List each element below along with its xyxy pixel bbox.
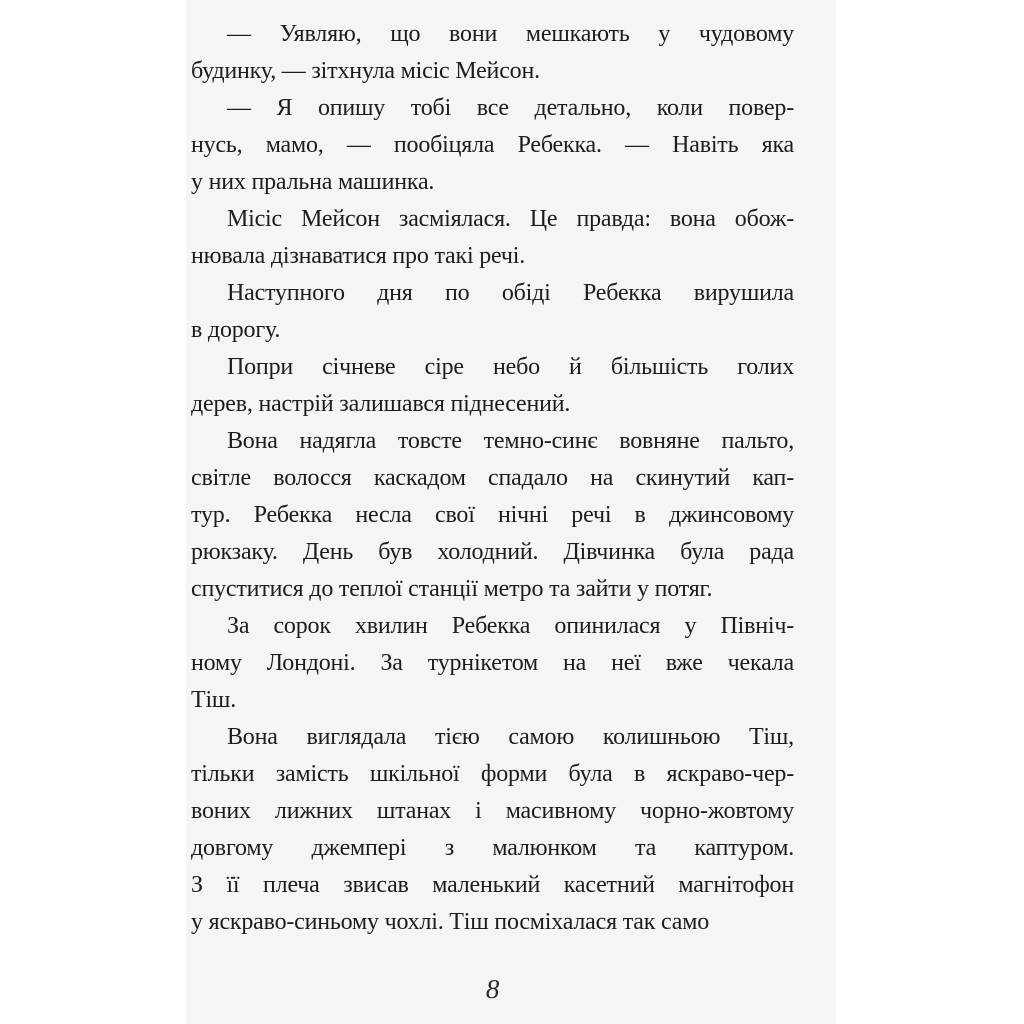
paragraph [191, 423, 794, 608]
text-block [191, 0, 794, 1008]
text-line: Тіш. [191, 687, 237, 713]
paragraphs-container [191, 16, 794, 941]
text-line: нусь, мамо, — пообіцяла Ребекка. — Навіть яка [191, 132, 794, 158]
paragraph [191, 719, 794, 941]
paragraph [191, 16, 794, 90]
paragraph [191, 608, 794, 719]
text-line: тільки замість шкільної форми була в яскраво-чер- [191, 761, 794, 787]
paragraph [191, 349, 794, 423]
text-line: — Уявляю, що вони мешкають у чудовому [227, 21, 794, 47]
text-line: Попри січневе сіре небо й більшість голих [227, 354, 794, 380]
text-line: рюкзаку. День був холодний. Дівчинка була рада [191, 539, 794, 565]
text-line: — Я опишу тобі все детально, коли повер- [227, 95, 794, 121]
book-page [186, 0, 836, 1024]
text-line: дерев, настрій залишався піднесений. [191, 391, 571, 417]
text-line: в дорогу. [191, 317, 281, 343]
paragraph [191, 275, 794, 349]
text-line: Вона надягла товсте темно-синє вовняне пальто, [227, 428, 794, 454]
text-line: у них пральна машинка. [191, 169, 435, 195]
page-number: 8 [485, 974, 500, 1004]
text-line: Місіс Мейсон засміялася. Це правда: вона обож- [227, 206, 794, 232]
text-line: Наступного дня по обіді Ребекка вирушила [227, 280, 794, 306]
text-line: у яскраво-синьому чохлі. Тіш посміхалася так само [191, 909, 710, 935]
text-line: будинку, — зітхнула місіс Мейсон. [191, 58, 540, 84]
text-line: довгому джемпері з малюнком та каптуром. [191, 835, 794, 861]
text-line: світле волосся каскадом спадало на скинутий кап- [191, 465, 794, 491]
paragraph [191, 90, 794, 201]
text-line: тур. Ребекка несла свої нічні речі в джинсовому [191, 502, 794, 528]
text-line: спуститися до теплої станції метро та зайти у потяг. [191, 576, 713, 602]
text-line: Вона виглядала тією самою колишньою Тіш, [227, 724, 794, 750]
paragraph [191, 201, 794, 275]
text-line: воних лижних штанах і масивному чорно-жовтому [191, 798, 794, 824]
text-line: ному Лондоні. За турнікетом на неї вже чекала [191, 650, 794, 676]
text-line: З її плеча звисав маленький касетний магнітофон [191, 872, 794, 898]
text-line: За сорок хвилин Ребекка опинилася у Північ- [227, 613, 794, 639]
text-line: нювала дізнаватися про такі речі. [191, 243, 526, 269]
